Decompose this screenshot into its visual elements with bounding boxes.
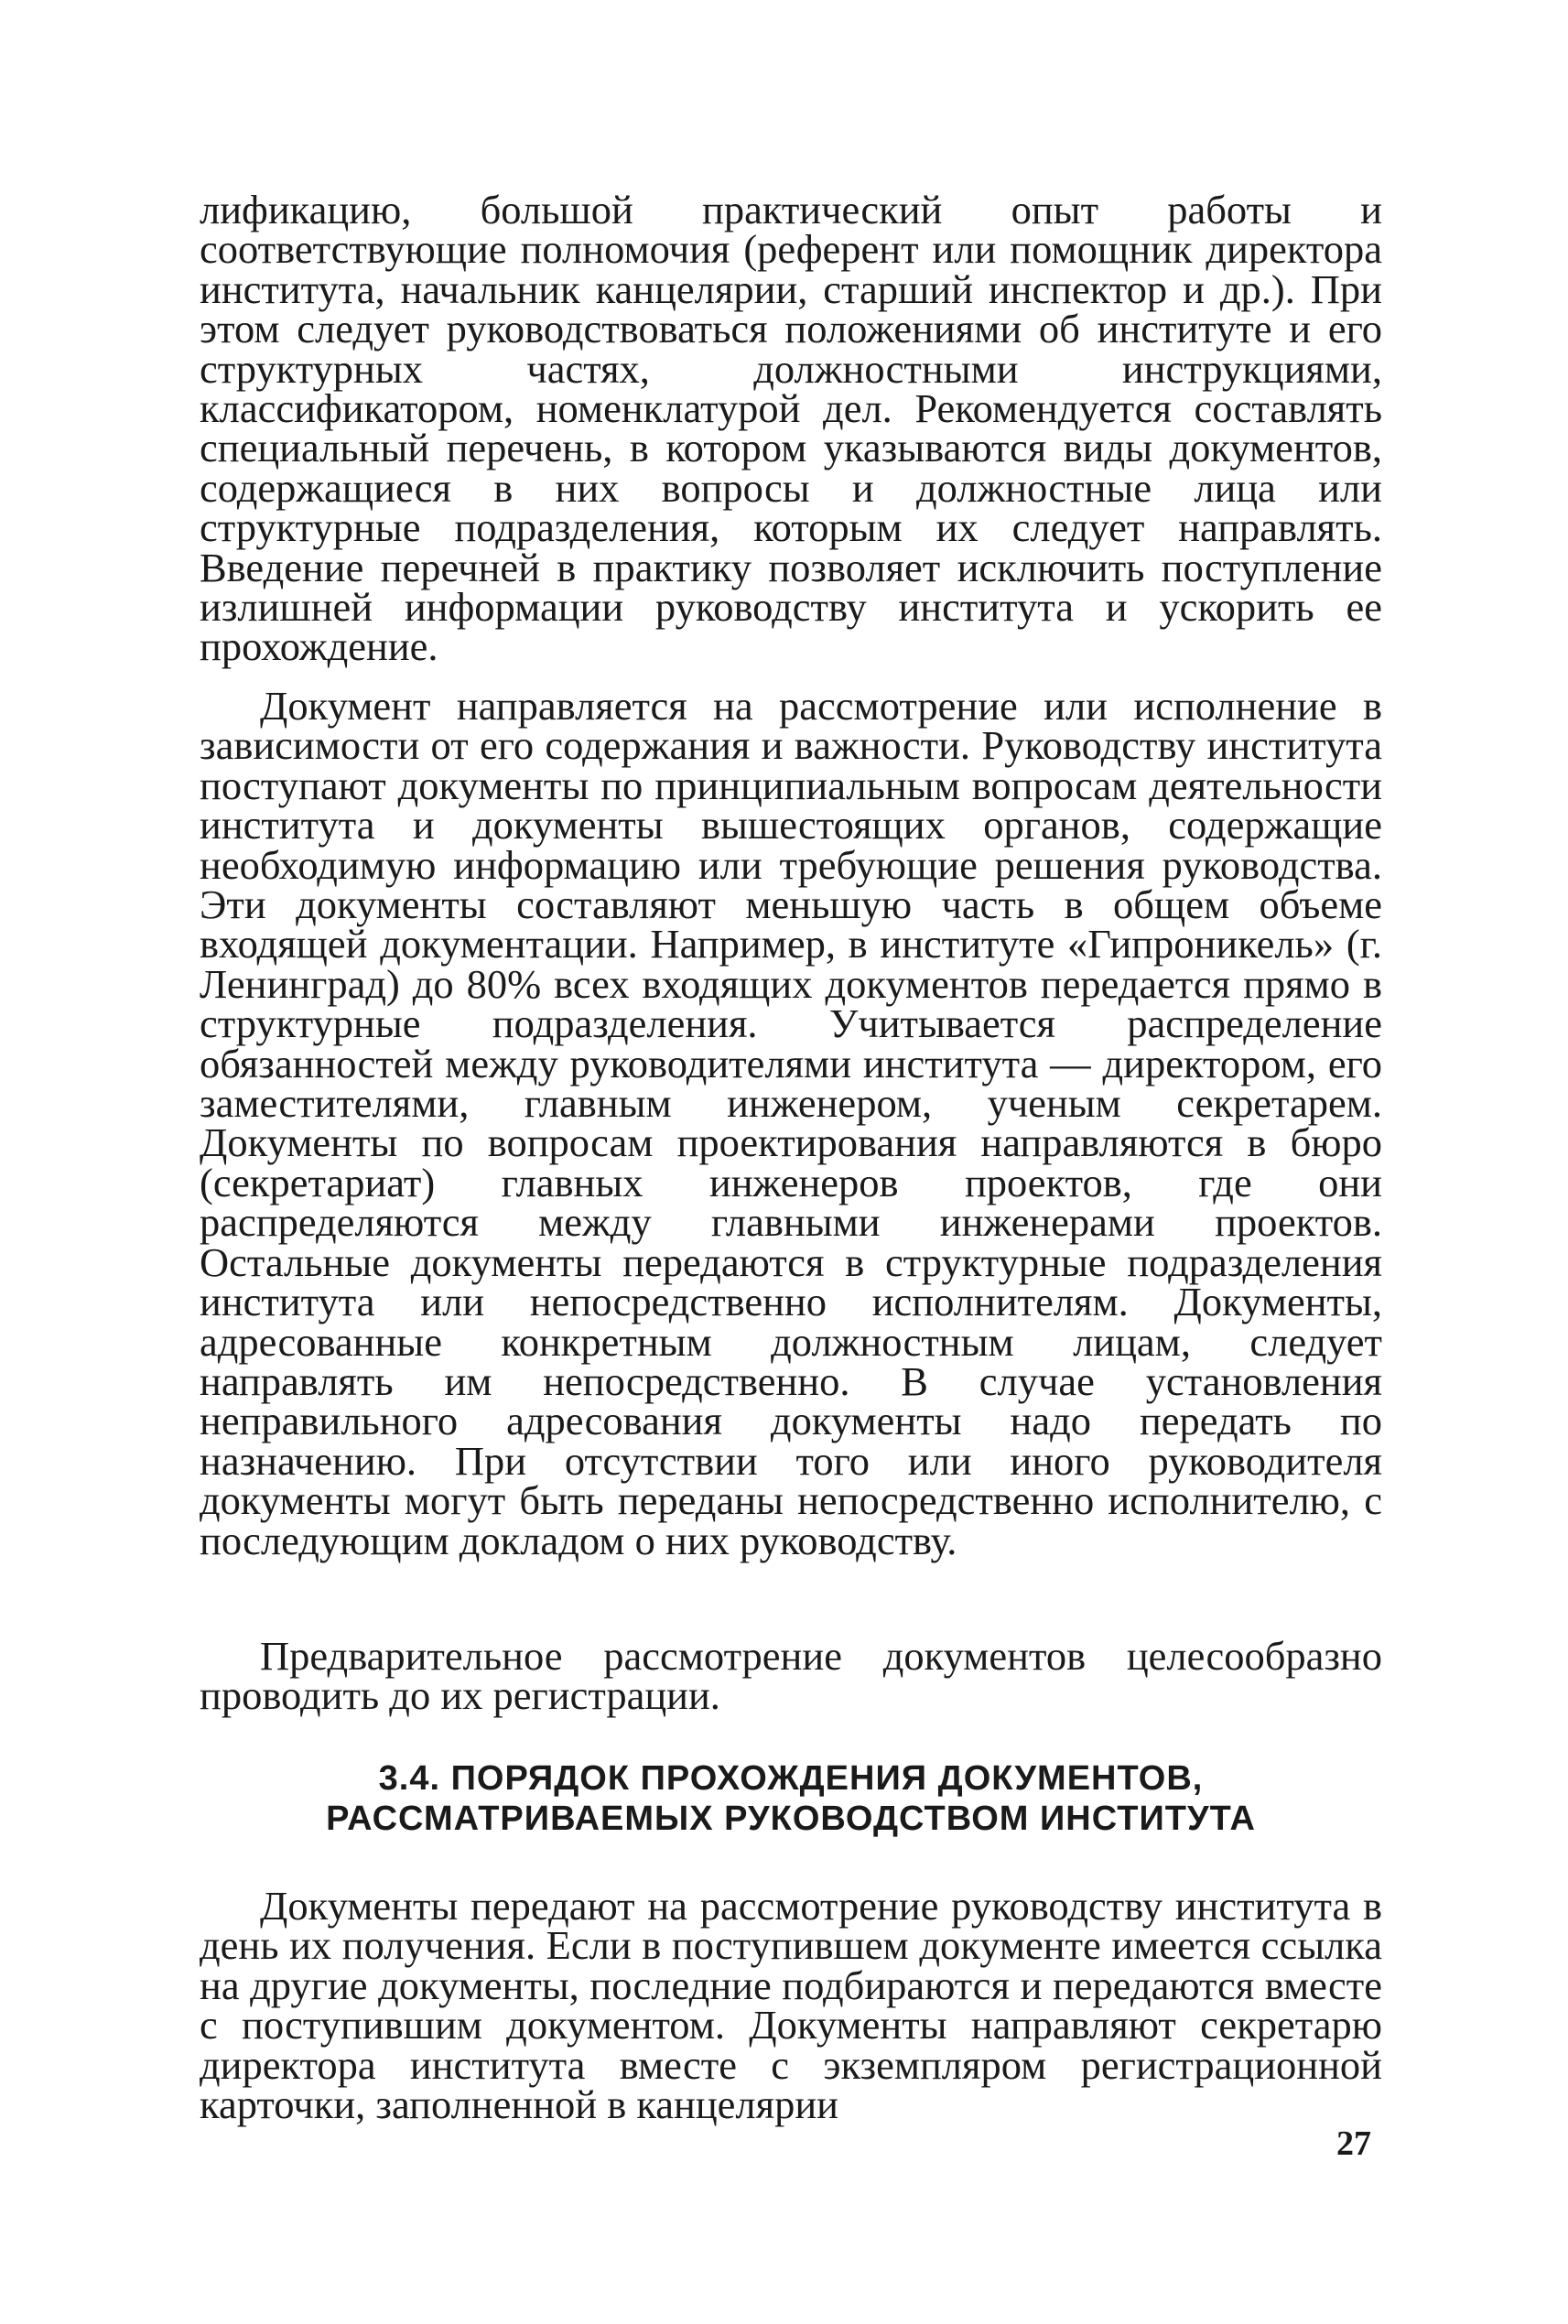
paragraph-4: Документы передают на рассмотрение руководству института в день их получения. Если в поступившем документе имеется ссылка на другие документы, последние подбираются и передаются вместе с поступившим документом. Документы направляют секретарю директора института вместе с экземпляром регистрационной карточки, заполненной в канцелярии (200, 1883, 1382, 2128)
page-number: 27 (1336, 2124, 1371, 2163)
paragraph-2: Документ направляется на рассмотрение или исполнение в зависимости от его содержания и важности. Руководству института поступают документы по принципиальным вопросам деятельности института и документы вышестоящих органов, содержащие необходимую информацию или требующие решения руководства. Эти документы составляют меньшую часть в общем объеме входящей документации. Например, в институте «Гипроникель» (г. Ленинград) до 80% всех входящих документов передается прямо в структурные подразделения. Учитывается распределение обязанностей между руководителями института — директором, его заместителями, главным инженером, ученым секретарем. Документы по вопросам проектирования направляются в бюро (секретариат) главных инженеров проектов, где они распределяются между главными инженерами проектов. Остальные документы передаются в структурные подразделения института или непосредственно исполнителям. Документы, адресованные конкретным должностным лицам, следует направлять им непосредственно. В случае установления неправильного адресования документы надо передать по назначению. При отсутствии того или иного руководителя документы могут быть переданы непосредственно исполнителю, с последующим докладом о них руководству. (200, 683, 1382, 1563)
paragraph-1: лификацию, большой практический опыт работы и соответствующие полномочия (референт или помощник директора института, начальник канцелярии, старший инспектор и др.). При этом следует руководствоваться положениями об институте и его структурных частях, должностными инструкциями, классификатором, номенклатурой дел. Рекомендуется составлять специальный перечень, в котором указываются виды документов, содержащиеся в них вопросы и должностные лица или структурные подразделения, которым их следует направлять. Введение перечней в практику позволяет исключить поступление излишней информации руководству института и ускорить ее прохождение. (200, 187, 1382, 670)
section-heading (200, 1758, 1382, 1839)
paragraph-3: Предварительное рассмотрение документов целесообразно проводить до их регистрации. (200, 1633, 1382, 1719)
section-heading-line-1: 3.4. ПОРЯДОК ПРОХОЖДЕНИЯ ДОКУМЕНТОВ, (378, 1759, 1204, 1798)
section-heading-line-2: РАССМАТРИВАЕМЫХ РУКОВОДСТВОМ ИНСТИТУТА (326, 1800, 1256, 1838)
